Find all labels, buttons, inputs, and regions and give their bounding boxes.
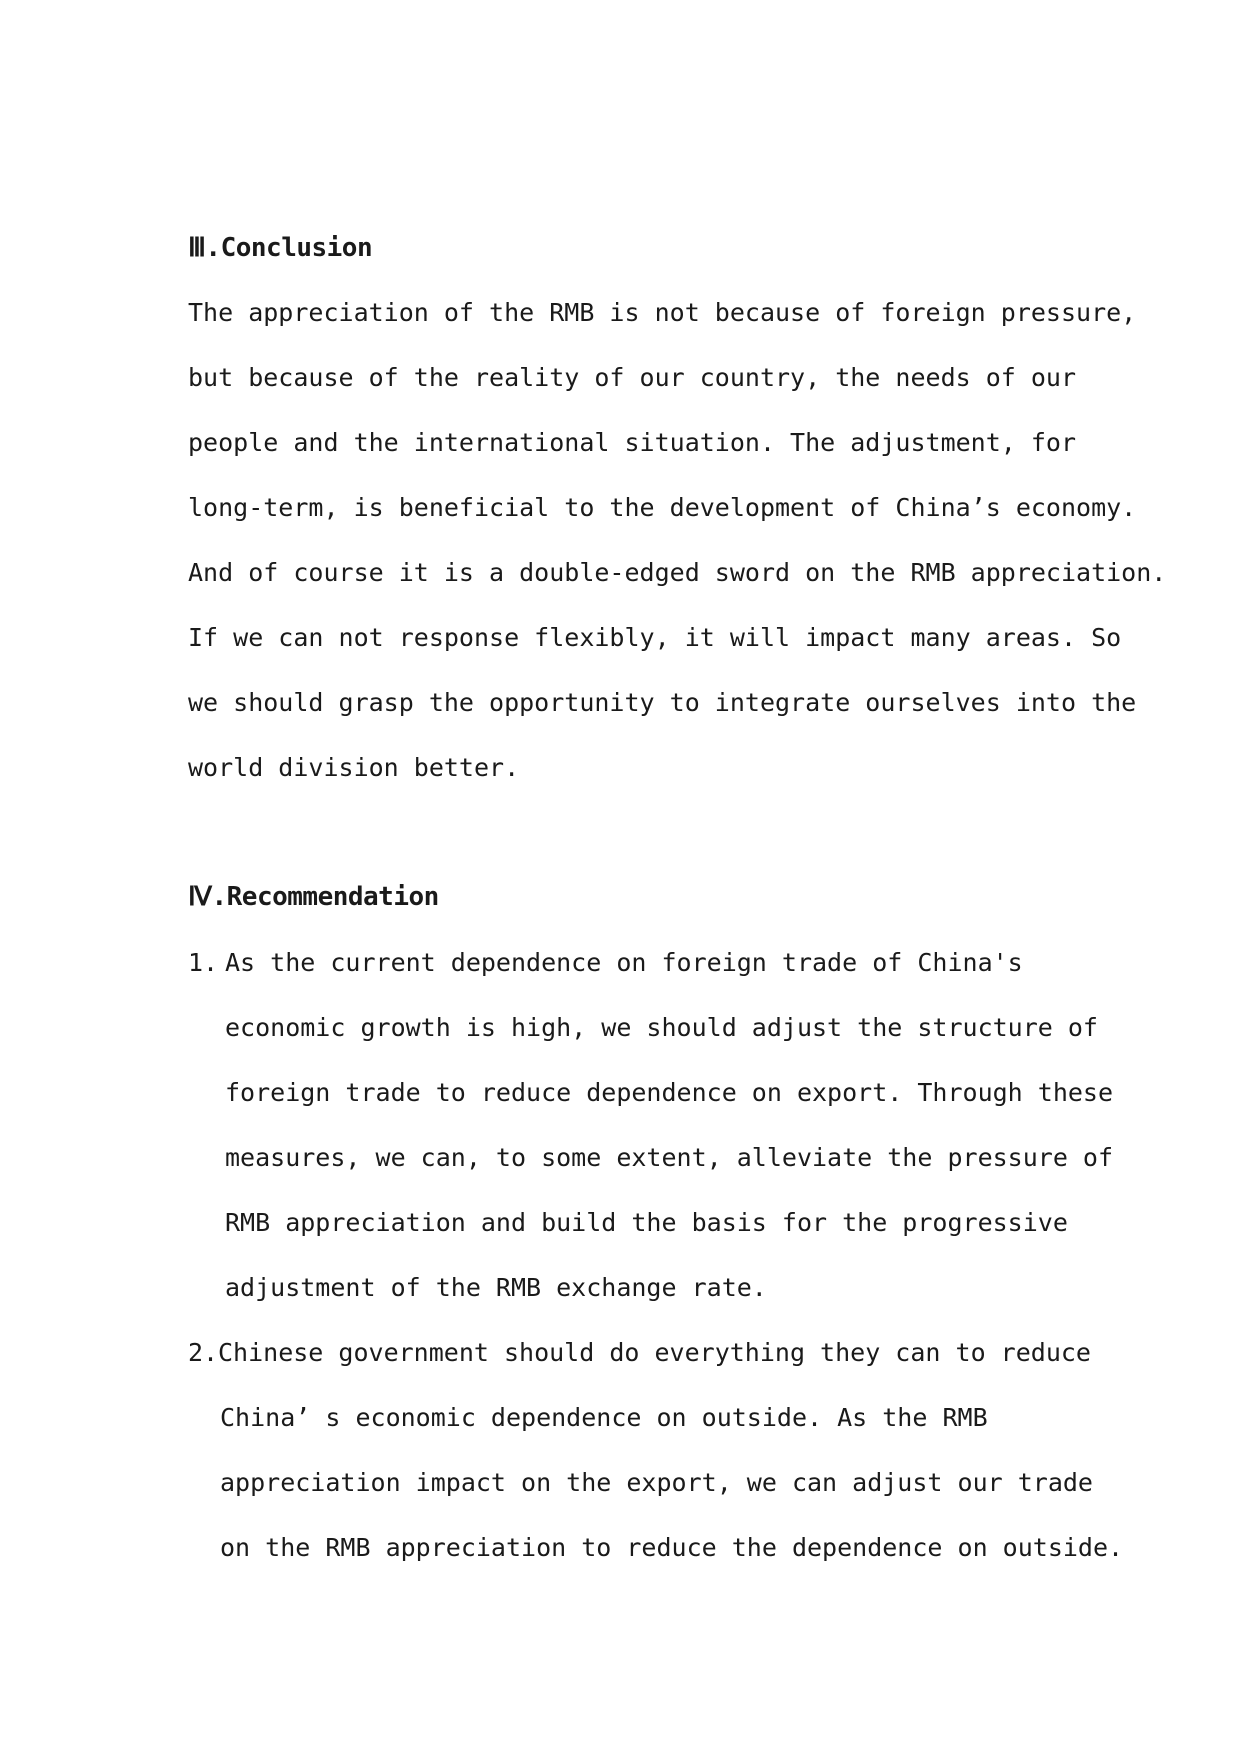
- paragraph-line: If we can not response flexibly, it will impact many areas. So: [188, 623, 1122, 652]
- section-heading-conclusion: Ⅲ.Conclusion: [188, 233, 373, 263]
- paragraph-line: people and the international situation. The adjustment, for: [188, 428, 1077, 457]
- list-item-line: foreign trade to reduce dependence on export. Through these: [225, 1078, 1114, 1107]
- section-heading-recommendation: Ⅳ.Recommendation: [188, 882, 439, 912]
- paragraph-line: but because of the reality of our country, the needs of our: [188, 363, 1077, 392]
- list-item-number: 1.: [188, 948, 219, 977]
- paragraph-line: long-term, is beneficial to the development of China’s economy.: [188, 493, 1137, 522]
- list-item-line: As the current dependence on foreign trade of China's: [225, 948, 1023, 977]
- list-item-line: China’ s economic dependence on outside. As the RMB: [220, 1403, 988, 1432]
- paragraph-line: The appreciation of the RMB is not because of foreign pressure,: [188, 298, 1137, 327]
- list-item-line: measures, we can, to some extent, alleviate the pressure of: [225, 1143, 1114, 1172]
- list-item-number: 2.: [188, 1338, 219, 1367]
- paragraph-line: And of course it is a double-edged sword on the RMB appreciation.: [188, 558, 1167, 587]
- list-item-line: on the RMB appreciation to reduce the dependence on outside.: [220, 1533, 1124, 1562]
- list-item-line: economic growth is high, we should adjust the structure of: [225, 1013, 1098, 1042]
- list-item-line: appreciation impact on the export, we can adjust our trade: [220, 1468, 1093, 1497]
- list-item-line: RMB appreciation and build the basis for the progressive: [225, 1208, 1068, 1237]
- list-item-line-last: adjustment of the RMB exchange rate.: [225, 1273, 767, 1302]
- list-item-line: Chinese government should do everything they can to reduce: [218, 1338, 1091, 1367]
- paragraph-line-last: world division better.: [188, 753, 520, 782]
- paragraph-line: we should grasp the opportunity to integrate ourselves into the: [188, 688, 1137, 717]
